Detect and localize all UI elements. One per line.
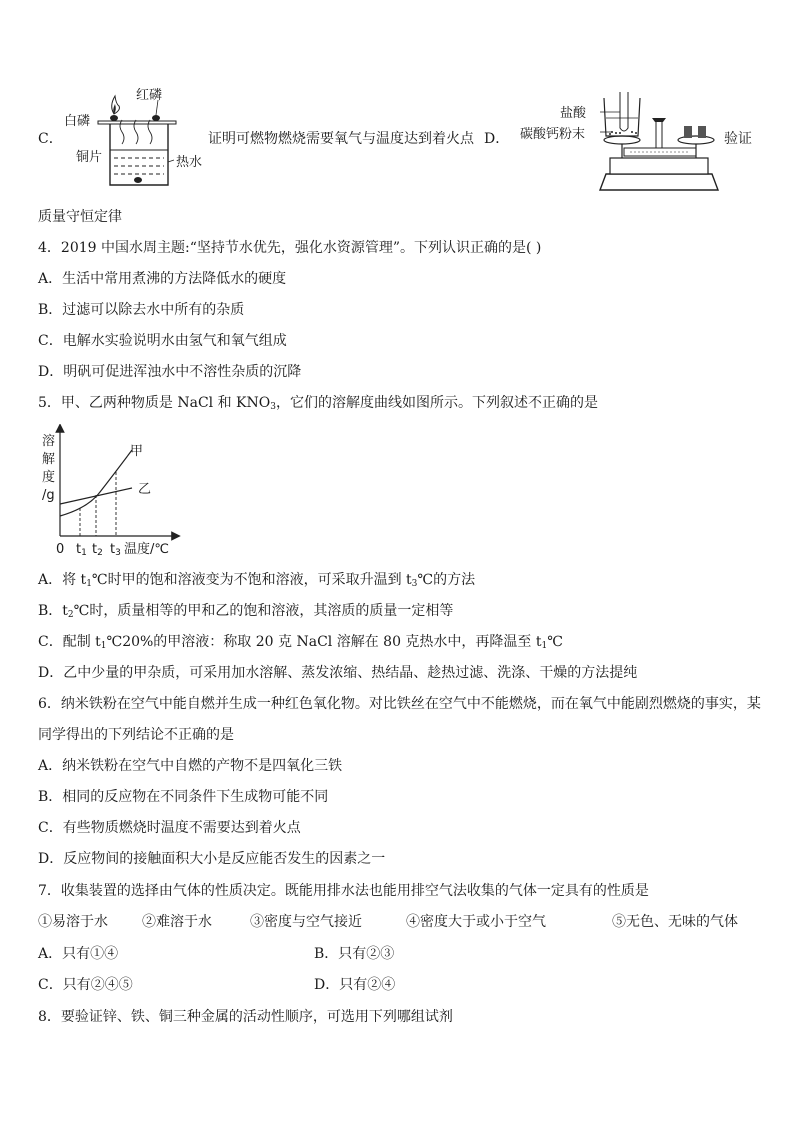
q7-option-b: B．只有②③ — [314, 946, 395, 962]
graph-tick-t3: $t_3$ — [110, 542, 121, 558]
fig-label-white-phosphorus: 白磷 — [64, 114, 91, 129]
graph-tick-t2: $t_2$ — [92, 542, 103, 558]
q7-prop-4: ④密度大于或小于空气 — [406, 914, 546, 930]
q3-option-c-letter: C． — [38, 131, 63, 147]
q5-option-c: C．配制 $t_1℃20\%$的甲溶液：称取 20 克 NaCl 溶解在 80 克热水中，再降温至 $t_1℃$ — [38, 634, 563, 651]
graph-xlabel: 温度/℃ — [124, 542, 169, 557]
fig-label-hot-water: 热水 — [176, 155, 203, 170]
q6-stem-line1: 6．纳米铁粉在空气中能自燃并生成一种红色氧化物。对比铁丝在空气中不能燃烧，而在氧气中能剧烈燃烧的事实，某 — [38, 696, 761, 712]
graph-ylabel-4: /g — [42, 488, 55, 503]
q3-option-d-text-a: 验证 — [724, 131, 752, 147]
q7-prop-1: ①易溶于水 — [38, 914, 108, 930]
q6-option-a: A．纳米铁粉在空气中自燃的产物不是四氧化三铁 — [38, 758, 343, 774]
q7-option-a: A．只有①④ — [38, 946, 119, 962]
q7-prop-2: ②难溶于水 — [142, 914, 212, 930]
q5-stem-a: 5．甲、乙两种物质是 NaCl 和 KNO — [38, 395, 271, 411]
q3-option-c-text: 证明可燃物燃烧需要氧气与温度达到着火点 — [208, 131, 474, 147]
q4-option-a: A．生活中常用煮沸的方法降低水的硬度 — [38, 271, 287, 287]
graph-tick-t1: $t_1$ — [76, 542, 87, 558]
q7-prop-5: ⑤无色、无味的气体 — [612, 914, 738, 930]
q6-option-b: B．相同的反应物在不同条件下生成物可能不同 — [38, 789, 329, 805]
q4-option-b: B．过滤可以除去水中所有的杂质 — [38, 302, 245, 318]
graph-ylabel-1: 溶 — [42, 434, 56, 449]
solubility-curve-graph — [36, 424, 186, 560]
fig-label-hydrochloric-acid: 盐酸 — [560, 106, 587, 121]
q7-prop-3: ③密度与空气接近 — [250, 914, 362, 930]
graph-ylabel-3: 度 — [42, 470, 56, 485]
q5-option-b: B．$t_2℃$时，质量相等的甲和乙的饱和溶液，其溶质的质量一定相等 — [38, 603, 454, 620]
fig-label-copper-sheet: 铜片 — [76, 150, 103, 165]
q8-stem: 8．要验证锌、铁、铜三种金属的活动性顺序，可选用下列哪组试剂 — [38, 1009, 453, 1025]
q6-option-d: D．反应物间的接触面积大小是反应能否发生的因素之一 — [38, 851, 386, 867]
q3-option-d-letter: D． — [484, 131, 510, 147]
fig-label-red-phosphorus: 红磷 — [136, 88, 163, 103]
fig-label-calcium-carbonate: 碳酸钙粉末 — [520, 127, 586, 142]
graph-ylabel-2: 解 — [42, 452, 56, 467]
q7-option-d: D．只有②④ — [314, 977, 396, 993]
q7-option-c: C．只有②④⑤ — [38, 977, 133, 993]
q5-option-a: A．将 $t_1℃$时甲的饱和溶液变为不饱和溶液，可采取升温到 $t_3℃$的方法 — [38, 572, 476, 589]
q5-option-d: D．乙中少量的甲杂质，可采用加水溶解、蒸发浓缩、热结晶、趁热过滤、洗涤、干燥的方法提纯 — [38, 665, 638, 681]
q5-stem-b: ，它们的溶解度曲线如图所示。下列叙述不正确的是 — [275, 395, 598, 411]
q5-stem-sub: 3 — [270, 402, 276, 412]
q6-stem-line2: 同学得出的下列结论不正确的是 — [38, 727, 234, 743]
graph-series-jia: 甲 — [130, 444, 144, 459]
q7-stem: 7．收集装置的选择由气体的性质决定。既能用排水法也能用排空气法收集的气体一定具有的性质是 — [38, 883, 649, 899]
q6-option-c: C．有些物质燃烧时温度不需要达到着火点 — [38, 820, 301, 836]
q5-stem — [38, 394, 598, 416]
graph-origin: 0 — [56, 542, 65, 557]
q4-option-d: D．明矾可促进浑浊水中不溶性杂质的沉降 — [38, 364, 302, 380]
balance-apparatus-figure — [596, 88, 722, 192]
graph-series-yi: 乙 — [138, 482, 152, 497]
q4-option-c: C．电解水实验说明水由氢气和氧气组成 — [38, 333, 287, 349]
q4-stem: 4．2019 中国水周主题:“坚持节水优先，强化水资源管理”。下列认识正确的是( ) — [38, 240, 542, 256]
q3-option-d-text-b: 质量守恒定律 — [38, 209, 122, 225]
